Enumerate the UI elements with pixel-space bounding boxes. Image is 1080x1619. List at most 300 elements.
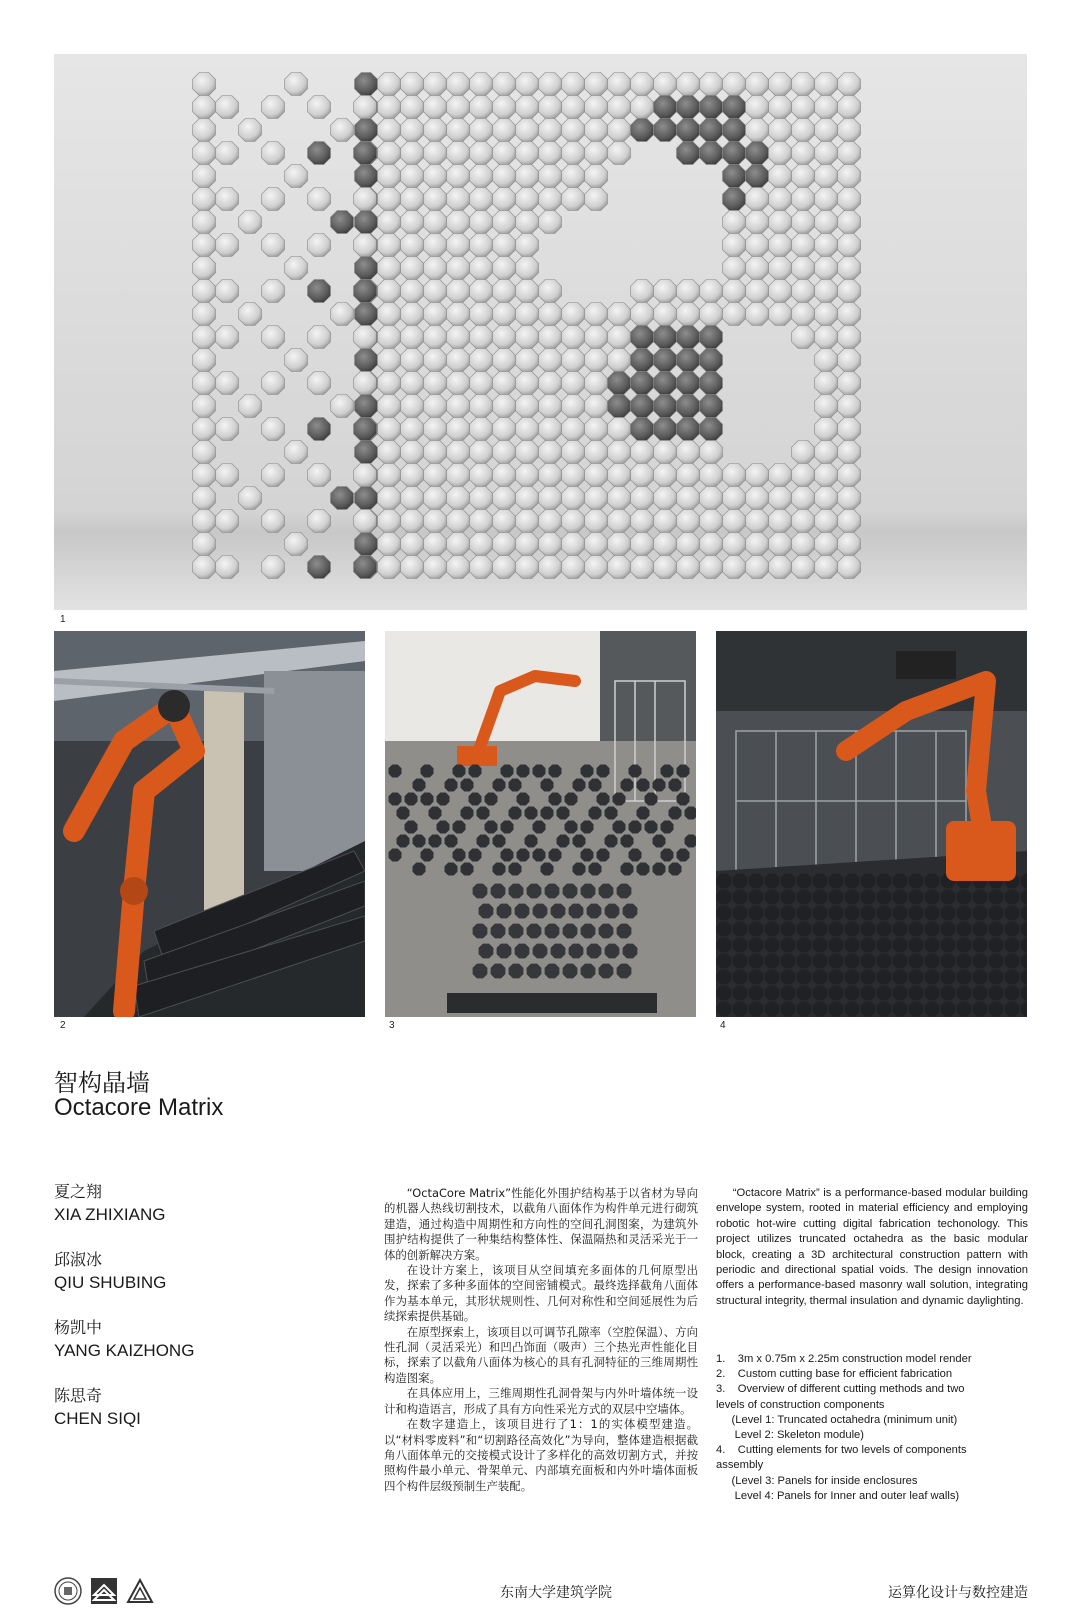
- octahedron-unit: [447, 533, 470, 556]
- foam-block: [781, 922, 796, 937]
- foam-block: [389, 765, 402, 778]
- foam-block: [1005, 986, 1020, 1001]
- octahedron-unit: [447, 142, 470, 165]
- octahedron-unit: [401, 533, 424, 556]
- foam-block: [941, 922, 956, 937]
- octahedron-unit: [562, 533, 585, 556]
- foam-block: [893, 954, 908, 969]
- project-title-chinese: 智构晶墙: [54, 1069, 150, 1097]
- octahedron-unit: [401, 257, 424, 280]
- octahedron-unit: [723, 119, 746, 142]
- foam-block: [637, 779, 650, 792]
- foam-block: [485, 793, 498, 806]
- octahedron-unit: [216, 372, 239, 395]
- octahedron-unit: [654, 349, 677, 372]
- octahedron-unit: [447, 234, 470, 257]
- octahedron-unit: [493, 326, 516, 349]
- octahedron-unit: [493, 418, 516, 441]
- octahedron-unit: [769, 188, 792, 211]
- octahedron-unit: [838, 487, 861, 510]
- octahedron-unit: [470, 142, 493, 165]
- foam-block: [485, 821, 498, 834]
- foam-block: [669, 779, 682, 792]
- octahedron-unit: [493, 441, 516, 464]
- foam-block: [429, 807, 442, 820]
- foam-block: [749, 1002, 764, 1017]
- octahedron-unit: [539, 464, 562, 487]
- octahedron-unit: [815, 188, 838, 211]
- octahedron-unit: [608, 441, 631, 464]
- octahedron-unit: [838, 510, 861, 533]
- octahedron-unit: [447, 441, 470, 464]
- foam-block: [813, 970, 828, 985]
- foam-block: [925, 970, 940, 985]
- foam-block: [581, 821, 594, 834]
- octahedron-unit: [608, 464, 631, 487]
- octahedron-unit: [792, 280, 815, 303]
- octahedron-unit: [700, 464, 723, 487]
- foam-block: [551, 904, 566, 919]
- octahedron-unit: [493, 165, 516, 188]
- octahedron-unit: [608, 96, 631, 119]
- foam-block: [517, 793, 530, 806]
- foam-block: [533, 944, 548, 959]
- octahedron-unit: [562, 372, 585, 395]
- octahedron-unit: [424, 418, 447, 441]
- octahedron-unit: [378, 165, 401, 188]
- octahedron-unit: [424, 96, 447, 119]
- octahedron-unit: [516, 257, 539, 280]
- octahedron-unit: [838, 326, 861, 349]
- octahedron-unit: [815, 119, 838, 142]
- octahedron-unit: [424, 73, 447, 96]
- octahedron-unit: [308, 96, 331, 119]
- octahedron-unit: [746, 73, 769, 96]
- figure-captions: [716, 1352, 1028, 1504]
- foam-block: [479, 904, 494, 919]
- foam-block: [589, 779, 602, 792]
- octahedron-unit: [493, 142, 516, 165]
- octahedron-unit: [470, 326, 493, 349]
- octahedron-unit: [769, 487, 792, 510]
- octahedron-unit: [608, 510, 631, 533]
- octahedron-unit: [815, 211, 838, 234]
- octahedron-unit: [216, 418, 239, 441]
- octahedron-unit: [838, 165, 861, 188]
- octahedron-unit: [331, 119, 354, 142]
- foam-block: [845, 922, 860, 937]
- foam-block: [717, 970, 732, 985]
- foam-block: [813, 954, 828, 969]
- foam-block: [597, 849, 610, 862]
- foam-block: [877, 874, 892, 889]
- octahedron-unit: [723, 234, 746, 257]
- foam-block: [893, 1002, 908, 1017]
- footer-logos: [54, 1577, 154, 1605]
- octahedron-unit: [539, 96, 562, 119]
- octahedron-unit: [424, 234, 447, 257]
- foam-block: [989, 1002, 1004, 1017]
- octahedron-unit: [838, 73, 861, 96]
- foam-block: [629, 765, 642, 778]
- octahedron-unit: [424, 211, 447, 234]
- octahedron-unit: [585, 326, 608, 349]
- octahedron-unit: [677, 395, 700, 418]
- foam-block: [527, 884, 542, 899]
- octahedron-unit: [700, 73, 723, 96]
- foam-block: [533, 765, 546, 778]
- octahedron-unit: [585, 142, 608, 165]
- paragraph: “OctaCore Matrix”性能化外围护结构基于以省材为导向的机器人热线切割技术，以截角八面体作为构件单元进行砌筑建造，通过构造中周期性和方向性的空间孔洞图案，为建筑外围护结构提供了一种集结构整体性、保温隔热和灵活采光于一体的创新解决方案。: [384, 1186, 698, 1262]
- octahedron-unit: [792, 464, 815, 487]
- foam-block: [909, 954, 924, 969]
- foam-block: [781, 938, 796, 953]
- foam-block: [893, 986, 908, 1001]
- octahedron-unit: [585, 96, 608, 119]
- octahedron-unit: [285, 257, 308, 280]
- description-english: [716, 1186, 1028, 1309]
- foam-block: [861, 890, 876, 905]
- foam-block: [669, 807, 682, 820]
- foam-block: [957, 970, 972, 985]
- octahedron-unit: [424, 257, 447, 280]
- octahedron-unit: [792, 234, 815, 257]
- foam-block: [491, 964, 506, 979]
- foam-block: [589, 863, 602, 876]
- foam-block: [527, 924, 542, 939]
- octahedron-unit: [539, 142, 562, 165]
- octahedron-unit: [769, 510, 792, 533]
- octahedron-unit: [585, 441, 608, 464]
- octahedron-unit: [378, 556, 401, 579]
- octahedron-unit: [539, 280, 562, 303]
- octahedron-unit: [424, 188, 447, 211]
- octahedron-unit: [516, 487, 539, 510]
- octahedron-unit: [516, 349, 539, 372]
- octahedron-unit: [401, 280, 424, 303]
- foam-block: [1005, 970, 1020, 985]
- octahedron-unit: [585, 165, 608, 188]
- octahedron-unit: [331, 487, 354, 510]
- octahedron-unit: [677, 326, 700, 349]
- foam-block: [599, 964, 614, 979]
- octahedron-unit: [562, 349, 585, 372]
- octahedron-unit: [308, 464, 331, 487]
- author-name-en: YANG KAIZHONG: [54, 1341, 195, 1360]
- octahedron-unit: [331, 211, 354, 234]
- octahedron-unit: [378, 234, 401, 257]
- foam-block: [909, 906, 924, 921]
- octahedron-unit: [562, 510, 585, 533]
- octahedron-unit: [470, 119, 493, 142]
- octahedron-unit: [401, 142, 424, 165]
- octahedron-unit: [792, 326, 815, 349]
- octahedron-unit: [700, 487, 723, 510]
- octahedron-unit: [516, 510, 539, 533]
- octahedron-unit: [516, 96, 539, 119]
- foam-block: [941, 906, 956, 921]
- octahedron-unit: [746, 510, 769, 533]
- foam-block: [517, 849, 530, 862]
- author-1: [54, 1180, 165, 1226]
- octahedron-unit: [516, 326, 539, 349]
- octahedron-unit: [308, 326, 331, 349]
- octahedron-unit: [262, 142, 285, 165]
- octahedron-unit: [493, 96, 516, 119]
- foam-block: [877, 986, 892, 1001]
- octahedron-unit: [815, 234, 838, 257]
- octahedron-unit: [585, 487, 608, 510]
- foam-block: [477, 835, 490, 848]
- author-name-en: CHEN SIQI: [54, 1409, 141, 1428]
- octahedron-unit: [539, 326, 562, 349]
- octahedron-unit: [193, 188, 216, 211]
- octahedron-unit: [424, 533, 447, 556]
- foam-block: [653, 779, 666, 792]
- octahedron-unit: [677, 349, 700, 372]
- octahedron-unit: [355, 257, 378, 280]
- octahedron-unit: [815, 303, 838, 326]
- octahedron-unit: [193, 487, 216, 510]
- foam-block: [893, 906, 908, 921]
- foam-block: [749, 890, 764, 905]
- octahedron-unit: [447, 372, 470, 395]
- paragraph: 在设计方案上，该项目从空间填充多面体的几何原型出发，探索了多种多面体的空间密铺模式。最终选择截角八面体作为基本单元，其形状规则性、几何对称性和空间延展性为后续探索提供基础。: [384, 1263, 698, 1324]
- octahedron-unit: [654, 418, 677, 441]
- octahedron-unit: [239, 211, 262, 234]
- foam-block: [389, 849, 402, 862]
- octahedron-unit: [447, 188, 470, 211]
- octahedron-unit: [700, 326, 723, 349]
- foam-block: [479, 944, 494, 959]
- octahedron-unit: [493, 119, 516, 142]
- octahedron-unit: [331, 395, 354, 418]
- foam-block: [941, 986, 956, 1001]
- octahedron-unit: [308, 234, 331, 257]
- foam-block: [877, 906, 892, 921]
- octahedron-unit: [723, 96, 746, 119]
- foam-block: [909, 1002, 924, 1017]
- octahedron-unit: [792, 257, 815, 280]
- paragraph: 在数字建造上，该项目进行了1：1的实体模型建造。以“材料零废料”和“切割路径高效化”为导向，整体建造根据截角八面体单元的交接模式设计了多样化的高效切割方式，并按照构件最小单元、骨架单元、内部填充面板和内外叶墙体面板四个构件层级预制生产装配。: [384, 1417, 698, 1493]
- octahedron-unit: [401, 418, 424, 441]
- octahedron-unit: [470, 165, 493, 188]
- octahedron-unit: [378, 441, 401, 464]
- octahedron-unit: [447, 211, 470, 234]
- foam-block: [941, 890, 956, 905]
- octahedron-unit: [355, 533, 378, 556]
- foam-block: [749, 954, 764, 969]
- foam-block: [473, 884, 488, 899]
- octahedron-unit: [285, 165, 308, 188]
- octahedron-unit: [424, 119, 447, 142]
- foam-block: [1005, 922, 1020, 937]
- figure-2-number: 2: [60, 1020, 66, 1031]
- octahedron-unit: [401, 395, 424, 418]
- foam-block: [515, 944, 530, 959]
- paragraph: 在原型探索上，该项目以可调节孔隙率（空腔保温）、方向性孔洞（灵活采光）和凹凸饰面（吸声）三个热光声性能化目标，探索了以截角八面体为核心的具有孔洞特征的三维周期性构造图案。: [384, 1324, 698, 1385]
- octahedron-unit: [815, 441, 838, 464]
- foam-block: [1005, 906, 1020, 921]
- foam-block: [973, 954, 988, 969]
- octahedron-unit: [308, 510, 331, 533]
- foam-block: [845, 938, 860, 953]
- foam-block: [493, 779, 506, 792]
- octahedron-unit: [239, 119, 262, 142]
- octahedron-unit: [539, 188, 562, 211]
- foam-block: [573, 835, 586, 848]
- octahedron-unit: [401, 96, 424, 119]
- octahedron-unit: [216, 234, 239, 257]
- foam-block: [405, 821, 418, 834]
- octahedron-unit: [631, 119, 654, 142]
- octahedron-unit: [608, 73, 631, 96]
- foam-block: [669, 863, 682, 876]
- foam-block: [749, 922, 764, 937]
- octahedron-unit: [447, 464, 470, 487]
- figure-1-number: 1: [60, 614, 66, 625]
- octahedron-unit: [539, 349, 562, 372]
- octahedron-unit: [677, 533, 700, 556]
- foam-block: [941, 938, 956, 953]
- octahedron-unit: [378, 73, 401, 96]
- octahedron-unit: [746, 142, 769, 165]
- octahedron-unit: [470, 211, 493, 234]
- octahedron-unit: [193, 326, 216, 349]
- octahedron-unit: [516, 165, 539, 188]
- octahedron-unit: [700, 441, 723, 464]
- foam-block: [925, 1002, 940, 1017]
- caption-line: (Level 1: Truncated octahedra (minimum unit): [716, 1413, 958, 1426]
- octahedron-unit: [401, 349, 424, 372]
- octahedron-unit: [262, 326, 285, 349]
- octahedron-unit: [700, 303, 723, 326]
- octahedron-unit: [792, 188, 815, 211]
- octahedron-unit: [631, 349, 654, 372]
- octahedron-unit: [838, 119, 861, 142]
- foam-block: [861, 1002, 876, 1017]
- figure-3-photo-components-overview: [385, 631, 696, 1017]
- octahedron-unit: [608, 349, 631, 372]
- octahedron-unit: [401, 464, 424, 487]
- octahedron-unit: [608, 119, 631, 142]
- octahedron-unit: [193, 165, 216, 188]
- octahedron-unit: [838, 234, 861, 257]
- octahedron-unit: [608, 326, 631, 349]
- foam-block: [925, 938, 940, 953]
- foam-block: [781, 874, 796, 889]
- octahedron-unit: [193, 142, 216, 165]
- octahedron-unit: [838, 96, 861, 119]
- octahedron-unit: [723, 303, 746, 326]
- octahedron-unit: [308, 142, 331, 165]
- octahedron-unit: [700, 349, 723, 372]
- foam-block: [813, 986, 828, 1001]
- foam-block: [581, 924, 596, 939]
- octahedron-unit: [815, 395, 838, 418]
- octahedron-unit: [654, 395, 677, 418]
- paragraph: 在具体应用上，三维周期性孔洞骨架与内外叶墙体统一设计和构造语言，形成了具有方向性采光方式的双层中空墙体。: [384, 1386, 698, 1416]
- octahedron-unit: [355, 211, 378, 234]
- octahedron-unit: [746, 556, 769, 579]
- octahedron-unit: [262, 418, 285, 441]
- foam-block: [461, 807, 474, 820]
- octahedron-unit: [654, 487, 677, 510]
- author-name-cn: 陈思奇: [54, 1386, 103, 1405]
- foam-block: [509, 964, 524, 979]
- octahedron-unit: [239, 303, 262, 326]
- octahedron-unit: [516, 372, 539, 395]
- octahedron-unit: [285, 349, 308, 372]
- octahedron-unit: [354, 372, 377, 395]
- foam-block: [533, 904, 548, 919]
- foam-block: [533, 849, 546, 862]
- octahedron-unit: [700, 372, 723, 395]
- octahedron-unit: [447, 326, 470, 349]
- foam-block: [617, 964, 632, 979]
- octahedron-unit: [815, 280, 838, 303]
- author-2: [54, 1248, 166, 1294]
- foam-block: [613, 793, 626, 806]
- octahedron-unit: [447, 418, 470, 441]
- foam-block: [677, 793, 690, 806]
- octahedron-unit: [193, 211, 216, 234]
- octahedron-unit: [631, 303, 654, 326]
- foam-block: [477, 807, 490, 820]
- octahedron-unit: [769, 119, 792, 142]
- foam-block: [925, 954, 940, 969]
- foam-block: [797, 874, 812, 889]
- octahedron-unit: [539, 119, 562, 142]
- foam-block: [541, 863, 554, 876]
- figure-1-wall-render: [54, 54, 1027, 610]
- foam-block: [497, 944, 512, 959]
- octahedron-unit: [746, 188, 769, 211]
- foam-block: [765, 874, 780, 889]
- octahedron-unit: [562, 326, 585, 349]
- foam-block: [829, 938, 844, 953]
- octahedron-unit: [354, 234, 377, 257]
- octahedron-unit: [746, 464, 769, 487]
- octahedron-unit: [539, 510, 562, 533]
- octahedron-unit: [746, 234, 769, 257]
- octahedron-unit: [815, 418, 838, 441]
- octahedron-unit: [285, 441, 308, 464]
- figure-4-blocks: [717, 874, 1027, 1017]
- foam-block: [587, 904, 602, 919]
- foam-block: [765, 986, 780, 1001]
- octahedron-unit: [493, 349, 516, 372]
- foam-block: [797, 970, 812, 985]
- foam-block: [445, 863, 458, 876]
- foam-block: [1005, 954, 1020, 969]
- foam-block: [909, 938, 924, 953]
- octahedron-unit: [838, 349, 861, 372]
- octahedron-unit: [769, 464, 792, 487]
- octahedron-unit: [308, 372, 331, 395]
- foam-block: [797, 890, 812, 905]
- caption-line: (Level 3: Panels for inside enclosures: [716, 1474, 918, 1487]
- octahedron-unit: [677, 142, 700, 165]
- octahedron-unit: [677, 303, 700, 326]
- octahedron-unit: [815, 533, 838, 556]
- octahedron-unit: [470, 349, 493, 372]
- octahedron-unit: [539, 556, 562, 579]
- octahedron-unit: [401, 372, 424, 395]
- foam-block: [1005, 1002, 1020, 1017]
- octahedron-unit: [424, 441, 447, 464]
- octahedron-unit: [216, 556, 239, 579]
